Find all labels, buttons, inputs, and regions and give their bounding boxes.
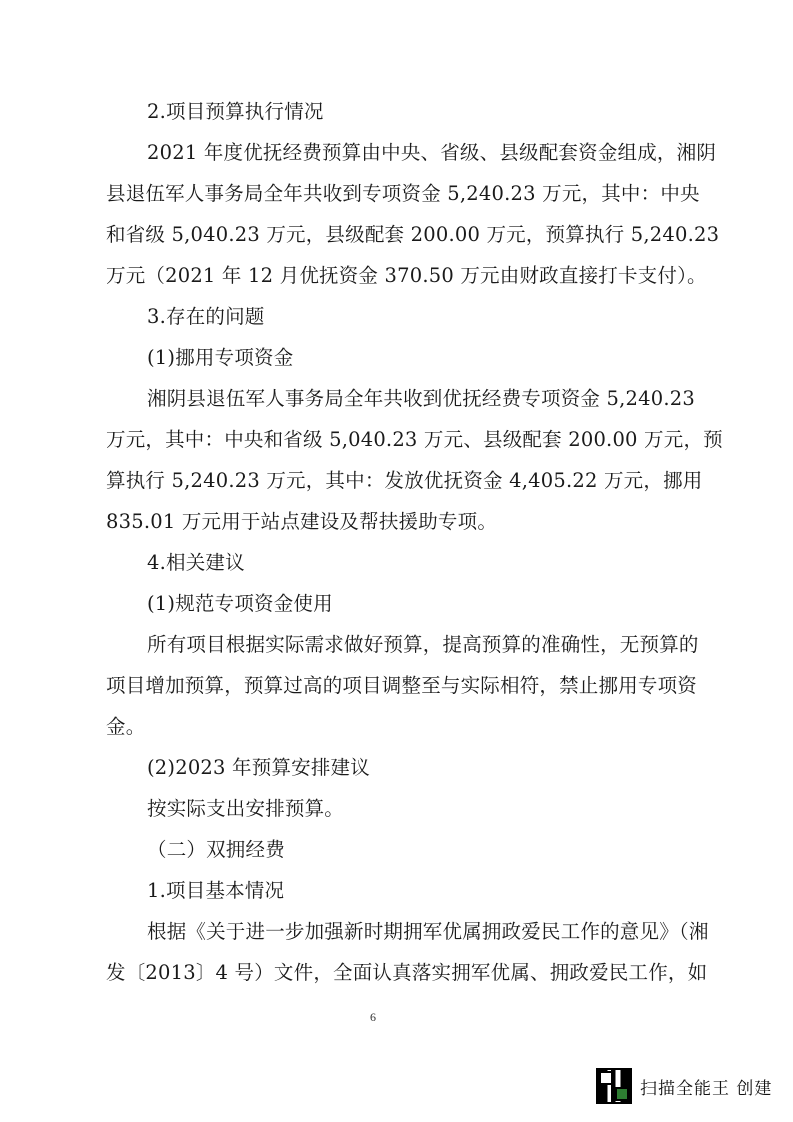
heading-suggestions: 4.相关建议: [147, 551, 245, 574]
paragraph-line: 万元（2021 年 12 月优抚资金 370.50 万元由财政直接打卡支付）。: [106, 264, 707, 287]
watermark-text: 扫描全能王 创建: [640, 1078, 773, 1099]
paragraph-line: 发〔2013〕4 号）文件，全面认真落实拥军优属、拥政爱民工作，如: [106, 961, 708, 984]
heading-project-basics: 1.项目基本情况: [147, 879, 285, 902]
paragraph-line: 和省级 5,040.23 万元，县级配套 200.00 万元，预算执行 5,240.23: [106, 223, 720, 246]
paragraph-line: 县退伍军人事务局全年共收到专项资金 5,240.23 万元，其中：中央: [106, 182, 700, 205]
paragraph-line: 835.01 万元用于站点建设及帮扶援助专项。: [106, 510, 498, 533]
subheading-2023-budget: (2)2023 年预算安排建议: [147, 756, 370, 779]
paragraph-line: 算执行 5,240.23 万元，其中：发放优抚资金 4,405.22 万元，挪用: [106, 469, 703, 492]
paragraph-line: 湘阴县退伍军人事务局全年共收到优抚经费专项资金 5,240.23: [147, 387, 695, 410]
qr-code-icon: [596, 1068, 632, 1104]
paragraph-line: 2021 年度优抚经费预算由中央、省级、县级配套资金组成，湘阴: [147, 141, 717, 164]
heading-budget-execution: 2.项目预算执行情况: [147, 100, 324, 123]
paragraph-line: 所有项目根据实际需求做好预算，提高预算的准确性，无预算的: [147, 633, 699, 656]
paragraph-line: 万元，其中：中央和省级 5,040.23 万元、县级配套 200.00 万元，预: [106, 428, 723, 451]
paragraph-line: 根据《关于进一步加强新时期拥军优属拥政爱民工作的意见》（湘: [147, 920, 709, 943]
paragraph-line: 项目增加预算，预算过高的项目调整至与实际相符，禁止挪用专项资: [106, 674, 698, 697]
subheading-misuse: (1)挪用专项资金: [147, 346, 294, 369]
paragraph-line: 金。: [106, 715, 146, 738]
subheading-standardize: (1)规范专项资金使用: [147, 592, 333, 615]
scanner-watermark: [596, 1068, 772, 1104]
page-number: 6: [370, 1010, 376, 1024]
paragraph-line: 按实际支出安排预算。: [147, 797, 345, 820]
section-heading-double-support: （二）双拥经费: [147, 838, 285, 861]
heading-issues: 3.存在的问题: [147, 305, 265, 328]
